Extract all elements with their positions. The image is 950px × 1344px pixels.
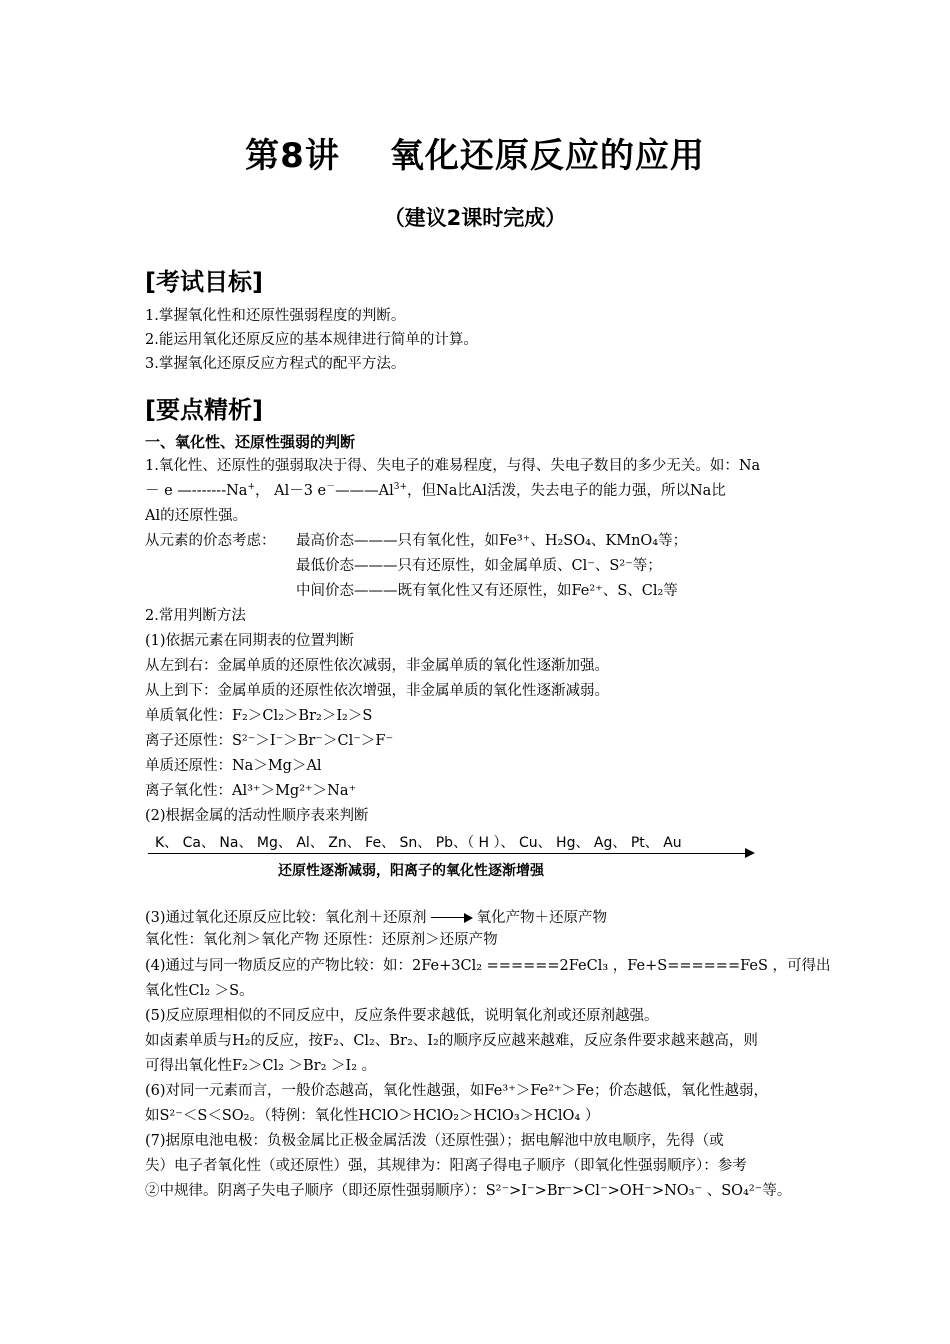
exam-goal-1: 1.掌握氧化性和还原性强弱程度的判断。: [145, 308, 406, 324]
section-title: 一、氧化性、还原性强弱的判断: [145, 433, 356, 451]
methods-title: 2.常用判断方法: [145, 608, 246, 624]
method-6: (6)对同一元素而言，一般价态越高，氧化性越强，如Fe³⁺＞Fe²⁺＞Fe；价态越低，氧化性越弱，: [145, 1083, 769, 1099]
method-3-text: 氧化性：氧化剂＞氧化产物 还原性：还原剂＞还原产物: [145, 932, 498, 948]
method-1-text: 离子氧化性：Al³⁺＞Mg²⁺＞Na⁺: [145, 783, 357, 799]
method-1-text: 单质氧化性：F₂＞Cl₂＞Br₂＞I₂＞S: [145, 708, 373, 724]
key-points-heading: [要点精析]: [145, 396, 263, 424]
lecture-topic: 氧化还原反应的应用: [389, 136, 705, 176]
exam-goal-3: 3.掌握氧化还原反应方程式的配平方法。: [145, 356, 406, 372]
series-arrow-line: [148, 853, 748, 854]
method-7: (7)据原电池电极：负极金属比正极金属活泼（还原性强）；据电解池中放电顺序，先得（或: [145, 1133, 724, 1149]
page-title: [0, 128, 950, 177]
method-7-text: 失）电子者氧化性（或还原性）强，其规律为：阳离子得电子顺序（即氧化性强弱顺序）：参考: [145, 1158, 747, 1174]
exam-goals-heading: [考试目标]: [145, 268, 263, 296]
method-5: (5)反应原理相似的不同反应中，反应条件要求越低，说明氧化剂或还原剂越强。: [145, 1008, 659, 1024]
method-1-text: 离子还原性：S²⁻＞I⁻＞Br⁻＞Cl⁻＞F⁻: [145, 733, 394, 749]
paragraph-line: Al的还原性强。: [145, 508, 248, 524]
method-1-text: 从上到下：金属单质的还原性依次增强，非金属单质的氧化性逐渐减弱。: [145, 683, 609, 699]
reaction-arrow-icon: [431, 913, 473, 923]
method-1: (1)依据元素在同期表的位置判断: [145, 633, 355, 649]
page-subtitle: （建议2课时完成）: [383, 206, 567, 230]
lecture-number: 第8讲: [245, 136, 340, 176]
paragraph-line: － e —-------Na+， Al－3 $e^-———Al^{3+}$，但Na比Al活泼，失去电子的能力强，所以Na比: [145, 482, 726, 499]
valence-intro: 从元素的价态考虑：: [145, 533, 276, 549]
valence-high: 最高价态———只有氧化性，如Fe³⁺、H₂SO₄、KMnO₄等；: [296, 533, 688, 549]
method-1-text: 从左到右：金属单质的还原性依次减弱，非金属单质的氧化性逐渐加强。: [145, 658, 609, 674]
method-5-text: 可得出氧化性F₂＞Cl₂ ＞Br₂ ＞I₂ 。: [145, 1058, 377, 1074]
method-4: (4)通过与同一物质反应的产物比较：如：2Fe+3Cl₂ ======2FeCl₃ ，Fe+S======FeS ，可得出: [145, 958, 831, 974]
method-7-text: ②中规律。阴离子失电子顺序（即还原性强弱顺序）：S²⁻>I⁻>Br⁻>Cl⁻>OH⁻>NO₃⁻ 、SO₄²⁻等。: [145, 1183, 792, 1199]
activity-series: K、 Ca、 Na、 Mg、 Al、 Zn、 Fe、 Sn、 Pb、（ H ）、 Cu、 Hg、 Ag、 Pt、 Au: [155, 835, 682, 851]
method-5-text: 如卤素单质与H₂的反应，按F₂、Cl₂、Br₂、I₂的顺序反应越来越难，反应条件要求越来越高，则: [145, 1033, 758, 1049]
valence-low: 最低价态———只有还原性，如金属单质、Cl⁻、S²⁻等；: [296, 558, 662, 574]
method-6-text: 如S²⁻＜S＜SO₂。（特例：氧化性HClO＞HClO₂＞HClO₃＞HClO₄ ）: [145, 1108, 600, 1124]
method-4-text: 氧化性Cl₂ ＞S。: [145, 983, 254, 999]
method-1-text: 单质还原性：Na＞Mg＞Al: [145, 758, 322, 774]
activity-series-note: 还原性逐渐减弱，阳离子的氧化性逐渐增强: [278, 863, 544, 879]
paragraph-line: 1.氧化性、还原性的强弱取决于得、失电子的难易程度，与得、失电子数目的多少无关。如：Na: [145, 458, 761, 474]
valence-mid: 中间价态———既有氧化性又有还原性，如Fe²⁺、S、Cl₂等: [296, 583, 678, 599]
arrow-right-icon: [745, 848, 755, 858]
exam-goal-2: 2.能运用氧化还原反应的基本规律进行简单的计算。: [145, 332, 478, 348]
method-3: (3)通过氧化还原反应比较：氧化剂＋还原剂 氧化产物＋还原产物: [145, 910, 608, 926]
method-2: (2)根据金属的活动性顺序表来判断: [145, 808, 369, 824]
